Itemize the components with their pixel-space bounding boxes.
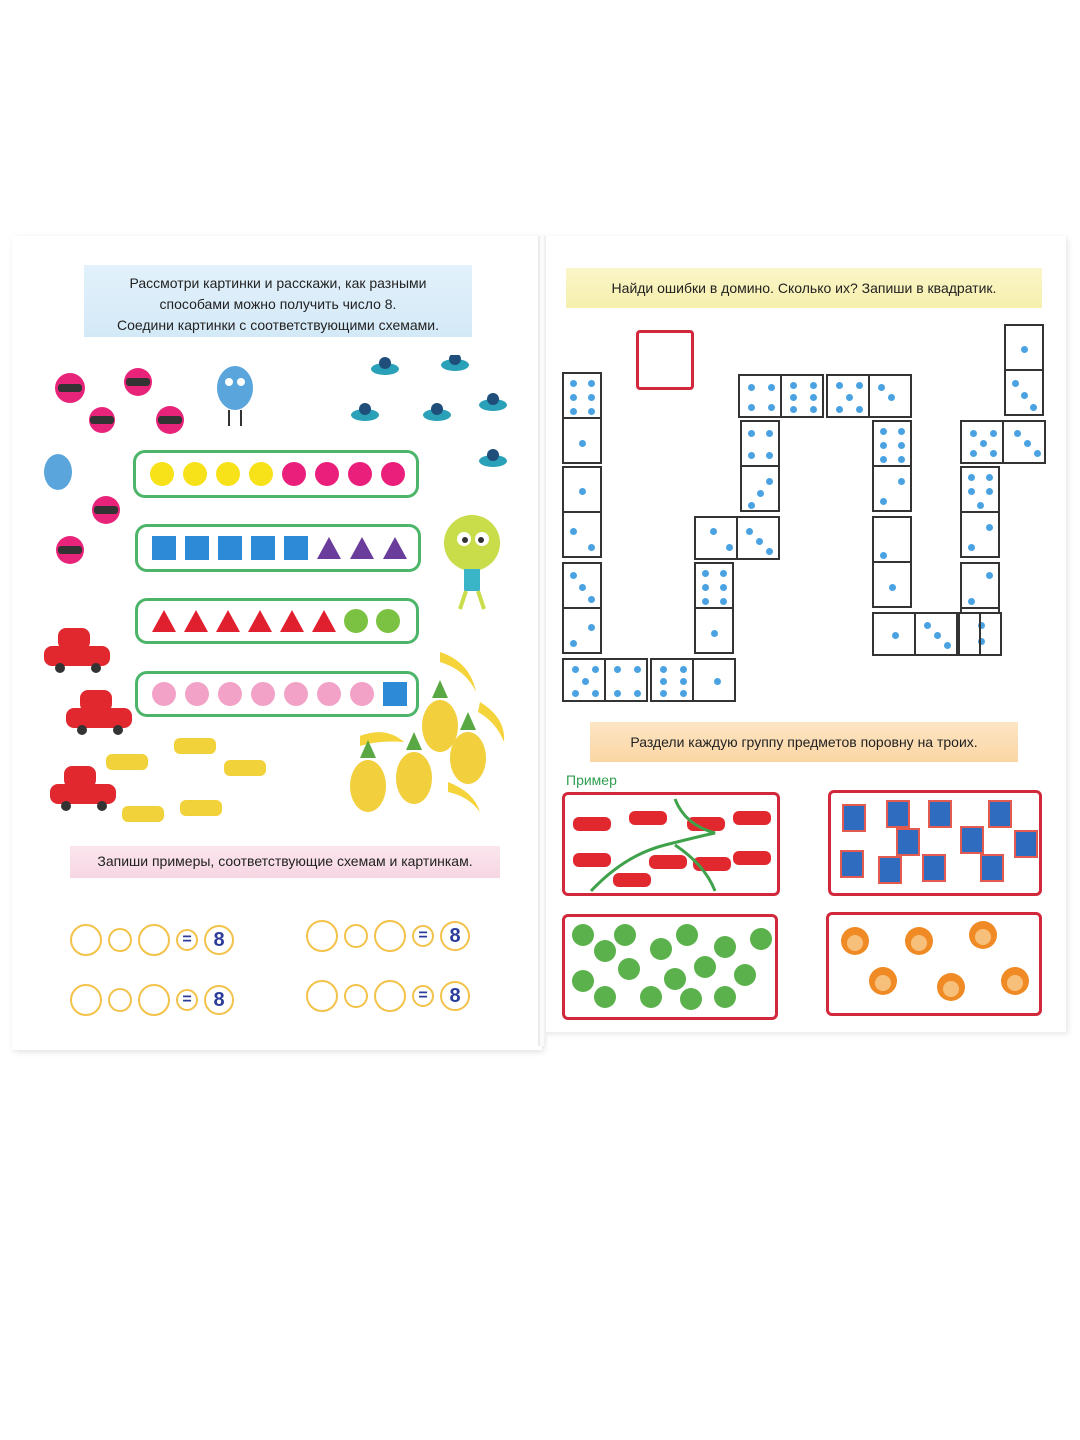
- task4-text: Раздели каждую группу предметов поровну на троих.: [630, 734, 978, 750]
- purple-triangle: [317, 537, 341, 559]
- magenta-circle: [315, 462, 339, 486]
- task2-banner: [70, 846, 500, 878]
- blue-monster-icon: [205, 360, 265, 430]
- task2-text: Запиши примеры, соответствующие схемам и картинкам.: [97, 853, 473, 869]
- car-group-icon: [40, 620, 270, 830]
- equals-sign: =: [412, 925, 434, 947]
- result-eight: 8: [204, 985, 234, 1015]
- cabbages-icon: [565, 917, 775, 1017]
- book-spine: [538, 236, 546, 1046]
- domino: [694, 562, 734, 654]
- equals-sign: =: [176, 989, 198, 1011]
- green-circle: [376, 609, 400, 633]
- answer-circle[interactable]: [344, 984, 368, 1008]
- result-eight: 8: [204, 925, 234, 955]
- domino: [740, 420, 780, 512]
- task1-line3: Соедини картинки с соответствующими схемами.: [117, 317, 439, 333]
- equals-sign: =: [412, 985, 434, 1007]
- answer-circle[interactable]: [138, 984, 170, 1016]
- blue-square: [251, 536, 275, 560]
- domino: [960, 466, 1000, 558]
- task3-text: Найди ошибки в домино. Сколько их? Запиши в квадратик.: [611, 280, 997, 296]
- domino: [960, 420, 1046, 464]
- green-circle: [344, 609, 368, 633]
- purple-triangle: [383, 537, 407, 559]
- group-box-books: [828, 790, 1042, 896]
- purple-triangle: [350, 537, 374, 559]
- domino: [872, 420, 912, 512]
- pink-circle: [317, 682, 341, 706]
- group-box-cabbages: [562, 914, 778, 1020]
- answer-circle[interactable]: [306, 980, 338, 1012]
- equals-sign: =: [176, 929, 198, 951]
- task1-line1: Рассмотри картинки и расскажи, как разными: [129, 275, 427, 291]
- answer-circle[interactable]: [70, 984, 102, 1016]
- task1-banner: [84, 265, 472, 337]
- yellow-circle: [216, 462, 240, 486]
- domino: [562, 372, 602, 464]
- magenta-circle: [282, 462, 306, 486]
- equation-4[interactable]: [306, 980, 470, 1012]
- blue-square: [185, 536, 209, 560]
- result-eight: 8: [440, 921, 470, 951]
- red-triangle: [312, 610, 336, 632]
- answer-circle[interactable]: [374, 920, 406, 952]
- answer-circle[interactable]: [306, 920, 338, 952]
- answer-circle[interactable]: [138, 924, 170, 956]
- example-label: Пример: [566, 772, 617, 788]
- scheme-row-2: [135, 524, 421, 572]
- yellow-circle: [150, 462, 174, 486]
- task4-banner: [590, 722, 1018, 762]
- equation-3[interactable]: [70, 984, 234, 1016]
- lions-icon: [829, 915, 1039, 1013]
- equation-1[interactable]: [70, 924, 234, 956]
- magenta-circle: [348, 462, 372, 486]
- domino: [738, 374, 824, 418]
- scheme-row-1: [133, 450, 419, 498]
- yellow-circle: [249, 462, 273, 486]
- domino: [562, 658, 648, 702]
- fruit-group-icon: [340, 648, 520, 818]
- answer-circle[interactable]: [108, 988, 132, 1012]
- blue-square: [218, 536, 242, 560]
- domino: [1004, 324, 1044, 416]
- answer-circle[interactable]: [70, 924, 102, 956]
- domino: [562, 466, 602, 558]
- equation-2[interactable]: [306, 920, 470, 952]
- domino: [958, 612, 1002, 656]
- domino: [694, 516, 780, 560]
- group-box-lions: [826, 912, 1042, 1016]
- red-triangle: [280, 610, 304, 632]
- blue-square: [284, 536, 308, 560]
- domino: [826, 374, 912, 418]
- pink-circle: [284, 682, 308, 706]
- result-eight: 8: [440, 981, 470, 1011]
- domino: [872, 612, 958, 656]
- cars-example-icon: [565, 795, 777, 893]
- task3-banner: [566, 268, 1042, 308]
- domino: [872, 516, 912, 608]
- alien-icon: [432, 505, 512, 615]
- magenta-circle: [381, 462, 405, 486]
- domino: [650, 658, 736, 702]
- yellow-circle: [183, 462, 207, 486]
- task1-line2: способами можно получить число 8.: [159, 296, 397, 312]
- blue-square: [152, 536, 176, 560]
- books-icon: [831, 793, 1039, 893]
- answer-circle[interactable]: [344, 924, 368, 948]
- answer-circle[interactable]: [374, 980, 406, 1012]
- group-box-cars: [562, 792, 780, 896]
- answer-box[interactable]: [636, 330, 694, 390]
- domino: [562, 562, 602, 654]
- answer-circle[interactable]: [108, 928, 132, 952]
